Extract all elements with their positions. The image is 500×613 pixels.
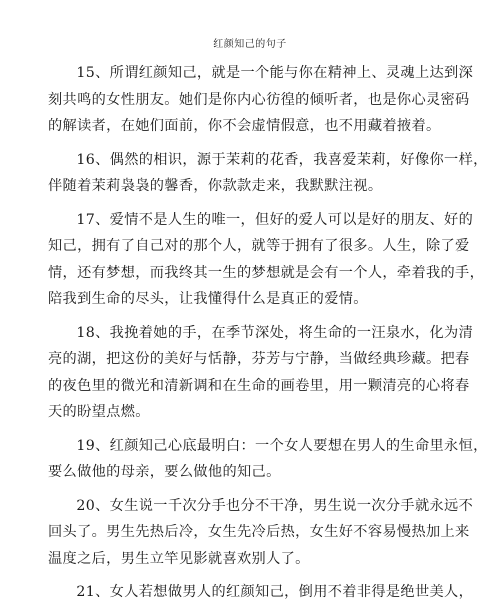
- text-line: 18、我挽着她的手，在季节深处，将生命的一汪泉水，化为清: [76, 324, 474, 341]
- text-line: 伴随着茉莉袅袅的馨香，你款款走来，我默默注视。: [48, 178, 383, 194]
- document-body: [48, 60, 488, 613]
- text-line: 亮的湖，把这份的美好与恬静，芬芳与宁静，当做经典珍藏。把春: [48, 351, 470, 367]
- text-line: 17、爱情不是人生的唯一，但好的爱人可以是好的朋友、好的: [76, 211, 474, 228]
- paragraph-15: [48, 60, 474, 140]
- page-title: 红颜知己的句子: [213, 39, 287, 50]
- text-line: 16、偶然的相识，源于茉莉的花香，我喜爱茉莉，好像你一样，: [76, 151, 488, 168]
- text-line: 的解读者，在她们面前，你不会虚情假意，也不用藏着掖着。: [48, 118, 441, 134]
- text-line: 要么做他的母亲，要么做他的知己。: [48, 464, 281, 480]
- paragraph-17: [48, 207, 485, 313]
- text-line: 15、所谓红颜知己，就是一个能与你在精神上、灵魂上达到深: [76, 65, 474, 81]
- text-line: 刻共鸣的女性朋友。她们是你内心彷徨的倾听者，也是你心灵密码: [48, 91, 470, 108]
- text-line: 温度之后，男生立竿见影就喜欢别人了。: [48, 550, 310, 567]
- paragraph-16: [48, 147, 488, 200]
- text-line: 陪我到生命的尽头，让我懂得什么是真正的爱情。: [48, 291, 368, 307]
- paragraph-21: [48, 579, 474, 606]
- paragraph-19: [48, 433, 488, 486]
- text-line: 情，还有梦想，而我终其一生的梦想就是会有一个人，牵着我的手，: [48, 264, 485, 281]
- text-line: 21、女人若想做男人的红颜知己，倒用不着非得是绝世美人，: [76, 584, 474, 600]
- text-line: 的夜色里的微光和清新调和在生命的画卷里，用一颗清亮的心将春: [48, 377, 470, 394]
- text-line: 知己，拥有了自己对的那个人，就等于拥有了很多。人生，除了爱: [48, 238, 470, 254]
- text-line: 19、红颜知己心底最明白：一个女人要想在男人的生命里永恒，: [76, 437, 488, 454]
- text-line: 天的盼望点燃。: [48, 404, 150, 420]
- paragraph-18: [48, 320, 474, 426]
- text-line: 回头了。男生先热后冷，女生先冷后热，女生好不容易慢热加上来: [48, 524, 470, 540]
- paragraph-20: [48, 493, 474, 573]
- text-line: 20、女生说一千次分手也分不干净，男生说一次分手就永远不: [76, 497, 474, 514]
